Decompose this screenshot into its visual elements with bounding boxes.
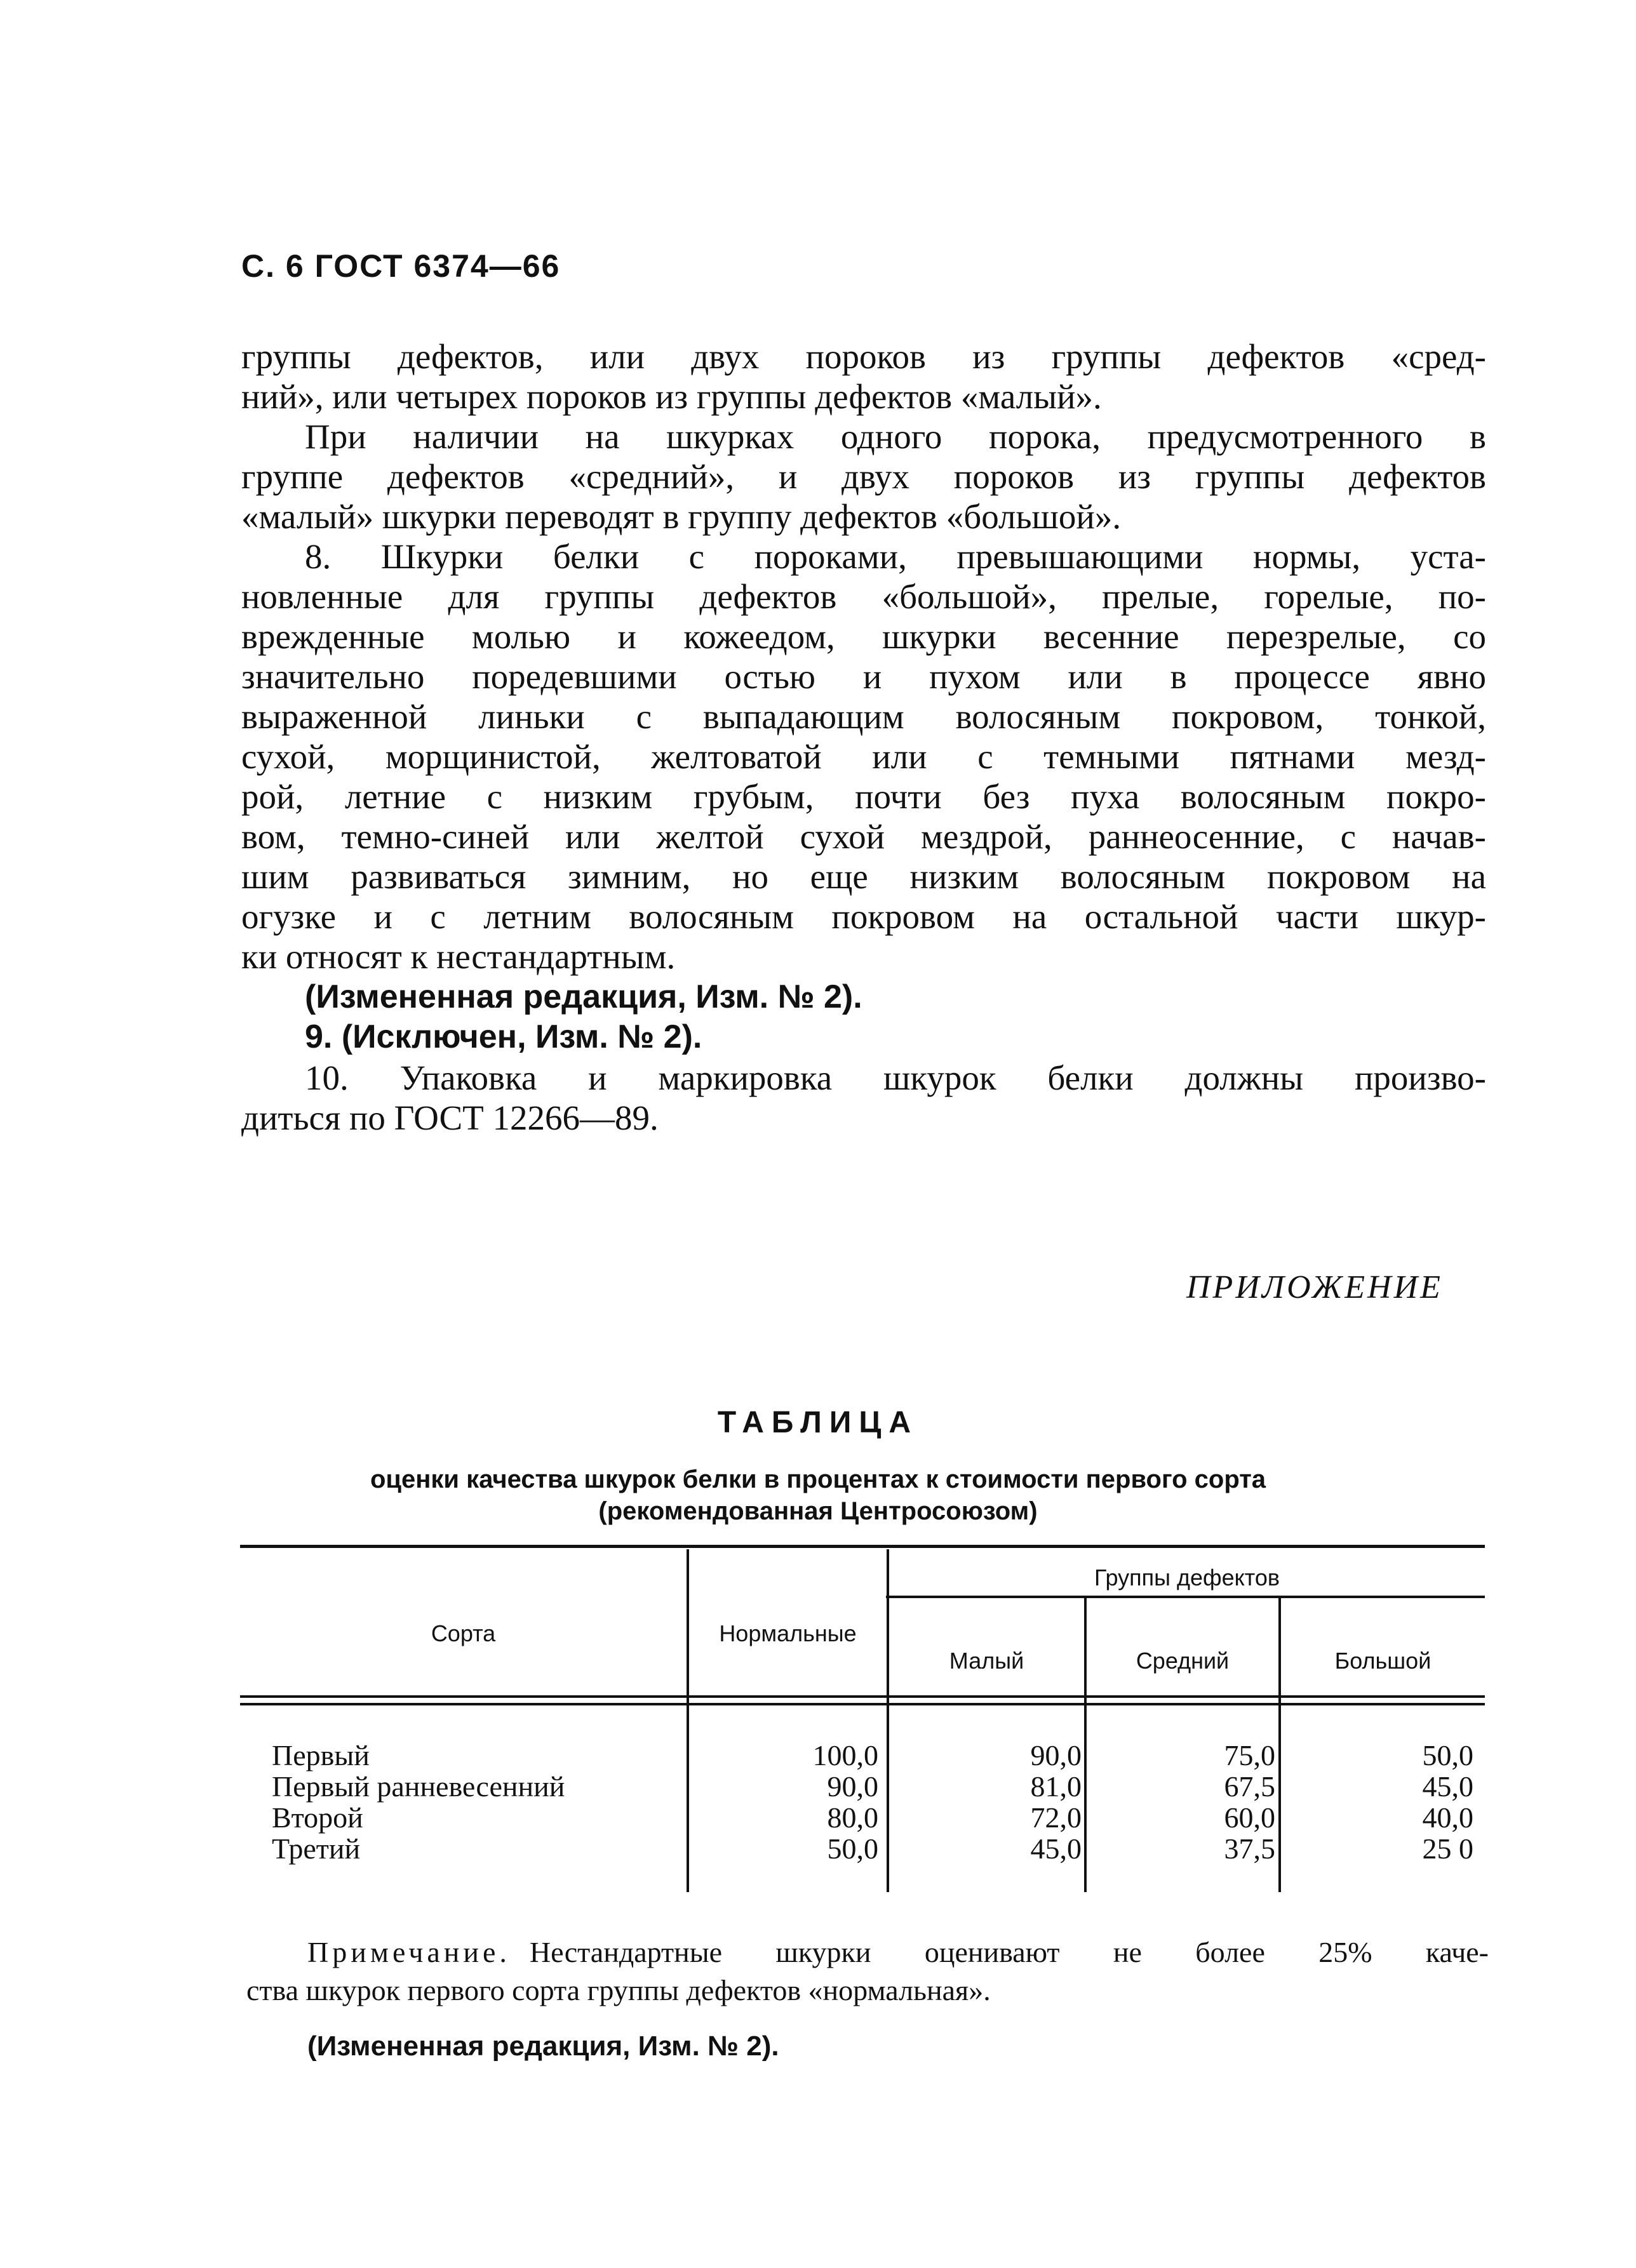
cell-large: 50,0 xyxy=(1422,1739,1473,1771)
header-bottom-rule-1 xyxy=(240,1695,1485,1698)
appendix-label: ПРИЛОЖЕНИЕ xyxy=(1186,1269,1443,1305)
cell-sort: Третий xyxy=(272,1832,361,1865)
table-subtitle-line-2: (рекомендованная Центросоюзом) xyxy=(598,1497,1038,1525)
header-medium: Средний xyxy=(1136,1648,1230,1674)
cell-normal: 80,0 xyxy=(827,1801,878,1834)
paragraph-item-8 xyxy=(241,537,1486,977)
paragraph-1 xyxy=(241,337,1486,417)
table-row xyxy=(240,1740,1485,1771)
text-line: ки относят к нестандартным. xyxy=(241,937,676,976)
table-row xyxy=(240,1833,1485,1864)
note-line-1 xyxy=(307,1933,1489,1971)
text-line: врежденные молью и кожеедом, шкурки весенние перезрелые, со xyxy=(241,617,1486,656)
text-line: 10. Упаковка и маркировка шкурок белки должны произво- xyxy=(305,1058,1486,1097)
cell-small: 72,0 xyxy=(1030,1801,1082,1834)
header-small: Малый xyxy=(949,1648,1024,1674)
excluded-item-9: 9. (Исключен, Изм. № 2). xyxy=(305,1018,702,1055)
header-sort: Сорта xyxy=(431,1620,496,1646)
cell-sort: Второй xyxy=(272,1801,363,1834)
text-line: рой, летние с низким грубым, почти без пуха волосяным покро- xyxy=(241,777,1486,816)
text-line: группы дефектов, или двух пороков из группы дефектов «сред- xyxy=(241,337,1486,376)
text-line: При наличии на шкурках одного порока, предусмотренного в xyxy=(305,417,1486,456)
note-label: Примечание. xyxy=(307,1936,511,1968)
cell-normal: 100,0 xyxy=(812,1739,878,1771)
cell-large: 25 0 xyxy=(1422,1832,1473,1865)
table-body xyxy=(240,1740,1485,1864)
page-header: С. 6 ГОСТ 6374—66 xyxy=(241,248,561,284)
cell-large: 40,0 xyxy=(1422,1801,1473,1834)
text-line: «малый» шкурки переводят в группу дефектов «большой». xyxy=(241,497,1122,536)
cell-medium: 75,0 xyxy=(1224,1739,1275,1771)
text-line: шим развиваться зимним, но еще низким волосяным покровом на xyxy=(241,857,1486,896)
paragraph-item-10 xyxy=(241,1058,1486,1138)
text-line: огузке и с летним волосяным покровом на остальной части шкур- xyxy=(241,897,1486,936)
text-line: сухой, морщинистой, желтоватой или с темными пятнами мезд- xyxy=(241,737,1486,776)
table-note xyxy=(246,1933,1489,2010)
cell-normal: 50,0 xyxy=(827,1832,878,1865)
text-line: ний», или четырех пороков из группы дефектов «малый». xyxy=(241,377,1102,416)
cell-medium: 67,5 xyxy=(1224,1770,1275,1803)
text-line: выраженной линьки с выпадающим волосяным покровом, тонкой, xyxy=(241,697,1486,736)
text-line: группе дефектов «средний», и двух пороков из группы дефектов xyxy=(241,457,1486,496)
text-line: 8. Шкурки белки с пороками, превышающими нормы, уста- xyxy=(305,537,1486,576)
text-line: вом, темно-синей или желтой сухой мездрой, раннеосенние, с начав- xyxy=(241,817,1486,856)
group-header-rule xyxy=(886,1596,1485,1598)
cell-large: 45,0 xyxy=(1422,1770,1473,1803)
paragraph-2 xyxy=(241,417,1486,537)
cell-small: 90,0 xyxy=(1030,1739,1082,1771)
cell-sort: Первый xyxy=(272,1739,370,1771)
cell-sort: Первый ранневесенний xyxy=(272,1770,565,1803)
table-row xyxy=(240,1802,1485,1833)
header-bottom-rule-2 xyxy=(240,1703,1485,1705)
cell-medium: 60,0 xyxy=(1224,1801,1275,1834)
table-top-rule xyxy=(240,1545,1485,1548)
cell-small: 45,0 xyxy=(1030,1832,1082,1865)
table-title: ТАБЛИЦА xyxy=(717,1406,919,1439)
header-large: Большой xyxy=(1334,1648,1432,1674)
text-line: новленные для группы дефектов «большой», прелые, горелые, по- xyxy=(241,577,1486,616)
table-subtitle-line-1: оценки качества шкурок белки в процентах к стоимости первого сорта xyxy=(370,1465,1266,1493)
text-line: диться по ГОСТ 12266—89. xyxy=(241,1098,659,1137)
header-normal: Нормальные xyxy=(719,1620,857,1646)
text-line: значительно поредевшими остью и пухом или в процессе явно xyxy=(241,657,1486,696)
cell-normal: 90,0 xyxy=(827,1770,878,1803)
note-text: Нестандартные шкурки оценивают не более 25% каче- xyxy=(529,1936,1489,1968)
header-defect-groups: Группы дефектов xyxy=(1094,1564,1280,1591)
note-amendment: (Измененная редакция, Изм. № 2). xyxy=(307,2031,779,2062)
note-line-2: ства шкурок первого сорта группы дефектов «нормальная». xyxy=(246,1974,991,2006)
cell-small: 81,0 xyxy=(1030,1770,1082,1803)
amendment-note: (Измененная редакция, Изм. № 2). xyxy=(305,978,862,1015)
cell-medium: 37,5 xyxy=(1224,1832,1275,1865)
table-row xyxy=(240,1771,1485,1802)
